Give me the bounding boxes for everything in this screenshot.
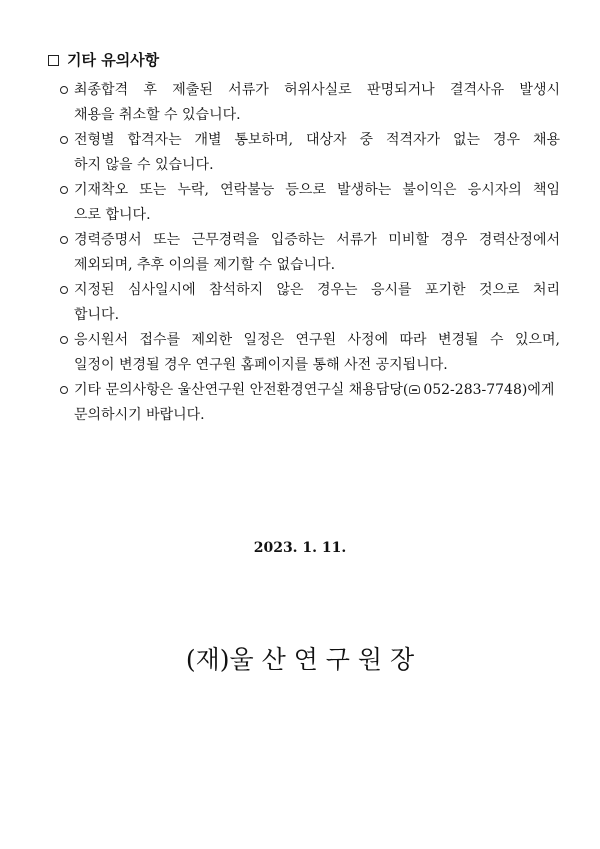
item-line: 지정된 심사일시에 참석하지 않은 경우는 응시를 포기한 것으로 처리	[74, 282, 560, 298]
item-line: 일정이 변경될 경우 연구원 홈페이지를 통해 사전 공지됩니다.	[74, 357, 448, 373]
list-item	[60, 78, 560, 128]
list-item	[60, 178, 560, 228]
list-item	[60, 128, 560, 178]
item-line: 합니다.	[74, 307, 120, 323]
item-line: 제외되며, 추후 이의를 제기할 수 없습니다.	[74, 257, 336, 273]
item-line: 응시원서 접수를 제외한 일정은 연구원 사정에 따라 변경될 수 있으며,	[74, 332, 560, 348]
notice-list	[60, 78, 560, 428]
issuer-signature: (재)울 산 연 구 원 장	[185, 645, 415, 674]
circle-bullet-icon	[60, 236, 68, 244]
section-title: 기타 유의사항	[67, 51, 160, 69]
item-line: 최종합격 후 제출된 서류가 허위사실로 판명되거나 결격사유 발생시	[74, 82, 560, 98]
circle-bullet-icon	[60, 336, 68, 344]
phone-icon	[409, 385, 420, 394]
circle-bullet-icon	[60, 386, 68, 394]
item-line: 문의하시기 바랍니다.	[74, 407, 205, 423]
circle-bullet-icon	[60, 86, 68, 94]
checkbox-square-icon	[48, 55, 59, 66]
section-heading	[48, 50, 159, 70]
item-line: 전형별 합격자는 개별 통보하며, 대상자 중 적격자가 없는 경우 채용	[74, 132, 560, 148]
list-item	[60, 228, 560, 278]
contact-prefix: 기타 문의사항은 울산연구원 안전환경연구실 채용담당(	[74, 382, 409, 398]
item-line: 채용을 취소할 수 있습니다.	[74, 107, 241, 123]
circle-bullet-icon	[60, 136, 68, 144]
contact-line	[74, 378, 560, 403]
list-item-contact	[60, 378, 560, 428]
item-line: 경력증명서 또는 근무경력을 입증하는 서류가 미비할 경우 경력산정에서	[74, 232, 560, 248]
item-line: 으로 합니다.	[74, 207, 151, 223]
document-date: 2023. 1. 11.	[253, 540, 347, 556]
circle-bullet-icon	[60, 286, 68, 294]
contact-suffix: )에게	[521, 382, 555, 398]
contact-phone: 052-283-7748	[423, 382, 522, 398]
list-item	[60, 278, 560, 328]
circle-bullet-icon	[60, 186, 68, 194]
list-item	[60, 328, 560, 378]
item-line: 하지 않을 수 있습니다.	[74, 157, 214, 173]
item-line: 기재착오 또는 누락, 연락불능 등으로 발생하는 불이익은 응시자의 책임	[74, 182, 560, 198]
